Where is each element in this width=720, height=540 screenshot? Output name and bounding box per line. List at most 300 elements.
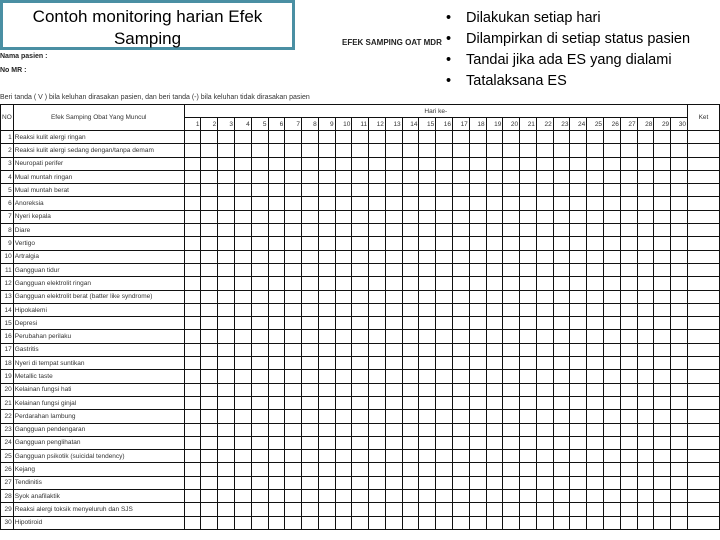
day-cell[interactable] [402,277,419,290]
ket-cell[interactable] [687,357,719,370]
day-cell[interactable] [318,370,335,383]
day-cell[interactable] [671,423,688,436]
day-cell[interactable] [218,250,235,263]
day-cell[interactable] [369,476,386,489]
day-cell[interactable] [604,490,621,503]
day-cell[interactable] [402,170,419,183]
day-cell[interactable] [671,436,688,449]
ket-cell[interactable] [687,516,719,529]
day-cell[interactable] [453,410,470,423]
day-cell[interactable] [184,476,201,489]
day-cell[interactable] [436,436,453,449]
day-cell[interactable] [402,330,419,343]
day-cell[interactable] [385,370,402,383]
day-cell[interactable] [251,224,268,237]
day-cell[interactable] [604,210,621,223]
day-cell[interactable] [587,343,604,356]
day-cell[interactable] [285,516,302,529]
day-cell[interactable] [352,370,369,383]
day-cell[interactable] [469,490,486,503]
day-cell[interactable] [469,396,486,409]
day-cell[interactable] [637,396,654,409]
day-cell[interactable] [654,490,671,503]
day-cell[interactable] [184,317,201,330]
day-cell[interactable] [436,343,453,356]
day-cell[interactable] [234,476,251,489]
day-cell[interactable] [520,436,537,449]
day-cell[interactable] [268,210,285,223]
day-cell[interactable] [503,516,520,529]
day-cell[interactable] [302,370,319,383]
day-cell[interactable] [318,303,335,316]
day-cell[interactable] [352,184,369,197]
day-cell[interactable] [654,197,671,210]
day-cell[interactable] [536,343,553,356]
ket-cell[interactable] [687,170,719,183]
day-cell[interactable] [369,317,386,330]
day-cell[interactable] [503,317,520,330]
day-cell[interactable] [503,396,520,409]
day-cell[interactable] [469,476,486,489]
day-cell[interactable] [402,144,419,157]
day-cell[interactable] [620,224,637,237]
day-cell[interactable] [536,503,553,516]
day-cell[interactable] [587,396,604,409]
day-cell[interactable] [503,410,520,423]
day-cell[interactable] [318,423,335,436]
day-cell[interactable] [268,516,285,529]
day-cell[interactable] [201,330,218,343]
day-cell[interactable] [419,396,436,409]
day-cell[interactable] [268,436,285,449]
day-cell[interactable] [268,476,285,489]
day-cell[interactable] [234,423,251,436]
day-cell[interactable] [385,157,402,170]
ket-cell[interactable] [687,224,719,237]
day-cell[interactable] [503,383,520,396]
day-cell[interactable] [201,210,218,223]
day-cell[interactable] [268,277,285,290]
ket-cell[interactable] [687,303,719,316]
day-cell[interactable] [218,357,235,370]
day-cell[interactable] [352,357,369,370]
day-cell[interactable] [436,250,453,263]
day-cell[interactable] [637,224,654,237]
day-cell[interactable] [201,250,218,263]
day-cell[interactable] [402,383,419,396]
day-cell[interactable] [402,250,419,263]
day-cell[interactable] [335,277,352,290]
day-cell[interactable] [251,476,268,489]
day-cell[interactable] [318,131,335,144]
day-cell[interactable] [234,224,251,237]
day-cell[interactable] [553,343,570,356]
day-cell[interactable] [268,330,285,343]
day-cell[interactable] [234,450,251,463]
day-cell[interactable] [369,131,386,144]
day-cell[interactable] [654,383,671,396]
day-cell[interactable] [620,463,637,476]
day-cell[interactable] [486,516,503,529]
day-cell[interactable] [234,170,251,183]
day-cell[interactable] [469,197,486,210]
day-cell[interactable] [536,277,553,290]
day-cell[interactable] [469,224,486,237]
day-cell[interactable] [604,303,621,316]
day-cell[interactable] [318,463,335,476]
day-cell[interactable] [419,317,436,330]
day-cell[interactable] [604,330,621,343]
day-cell[interactable] [436,197,453,210]
day-cell[interactable] [654,157,671,170]
day-cell[interactable] [285,383,302,396]
day-cell[interactable] [352,343,369,356]
day-cell[interactable] [369,370,386,383]
day-cell[interactable] [251,290,268,303]
day-cell[interactable] [654,396,671,409]
day-cell[interactable] [453,396,470,409]
day-cell[interactable] [553,490,570,503]
day-cell[interactable] [218,144,235,157]
day-cell[interactable] [335,423,352,436]
day-cell[interactable] [553,277,570,290]
day-cell[interactable] [486,290,503,303]
day-cell[interactable] [469,303,486,316]
day-cell[interactable] [671,224,688,237]
day-cell[interactable] [453,224,470,237]
day-cell[interactable] [318,210,335,223]
day-cell[interactable] [234,490,251,503]
day-cell[interactable] [184,131,201,144]
day-cell[interactable] [604,423,621,436]
day-cell[interactable] [302,250,319,263]
day-cell[interactable] [604,250,621,263]
day-cell[interactable] [352,490,369,503]
day-cell[interactable] [234,357,251,370]
day-cell[interactable] [285,423,302,436]
day-cell[interactable] [251,503,268,516]
day-cell[interactable] [587,303,604,316]
day-cell[interactable] [536,157,553,170]
day-cell[interactable] [604,383,621,396]
day-cell[interactable] [620,503,637,516]
day-cell[interactable] [201,224,218,237]
day-cell[interactable] [419,423,436,436]
day-cell[interactable] [553,263,570,276]
day-cell[interactable] [453,263,470,276]
day-cell[interactable] [201,197,218,210]
day-cell[interactable] [302,476,319,489]
day-cell[interactable] [419,263,436,276]
day-cell[interactable] [637,237,654,250]
day-cell[interactable] [587,357,604,370]
day-cell[interactable] [520,184,537,197]
day-cell[interactable] [402,210,419,223]
day-cell[interactable] [469,370,486,383]
day-cell[interactable] [335,131,352,144]
day-cell[interactable] [671,157,688,170]
day-cell[interactable] [251,210,268,223]
day-cell[interactable] [268,144,285,157]
day-cell[interactable] [352,197,369,210]
day-cell[interactable] [570,144,587,157]
day-cell[interactable] [520,250,537,263]
day-cell[interactable] [620,343,637,356]
day-cell[interactable] [436,423,453,436]
day-cell[interactable] [671,170,688,183]
day-cell[interactable] [587,503,604,516]
day-cell[interactable] [369,290,386,303]
day-cell[interactable] [218,503,235,516]
day-cell[interactable] [402,157,419,170]
day-cell[interactable] [486,157,503,170]
day-cell[interactable] [671,357,688,370]
day-cell[interactable] [553,516,570,529]
day-cell[interactable] [469,357,486,370]
day-cell[interactable] [369,224,386,237]
day-cell[interactable] [637,490,654,503]
day-cell[interactable] [184,237,201,250]
day-cell[interactable] [302,490,319,503]
day-cell[interactable] [570,330,587,343]
ket-cell[interactable] [687,410,719,423]
day-cell[interactable] [302,396,319,409]
day-cell[interactable] [587,476,604,489]
day-cell[interactable] [352,450,369,463]
day-cell[interactable] [402,184,419,197]
ket-cell[interactable] [687,343,719,356]
day-cell[interactable] [637,450,654,463]
day-cell[interactable] [570,250,587,263]
day-cell[interactable] [620,144,637,157]
day-cell[interactable] [654,410,671,423]
day-cell[interactable] [654,210,671,223]
day-cell[interactable] [620,410,637,423]
day-cell[interactable] [385,197,402,210]
day-cell[interactable] [302,157,319,170]
day-cell[interactable] [620,250,637,263]
day-cell[interactable] [234,317,251,330]
day-cell[interactable] [251,516,268,529]
day-cell[interactable] [469,263,486,276]
day-cell[interactable] [318,184,335,197]
day-cell[interactable] [486,144,503,157]
day-cell[interactable] [620,490,637,503]
day-cell[interactable] [436,184,453,197]
day-cell[interactable] [436,303,453,316]
day-cell[interactable] [553,396,570,409]
day-cell[interactable] [352,131,369,144]
day-cell[interactable] [637,516,654,529]
day-cell[interactable] [469,290,486,303]
day-cell[interactable] [369,170,386,183]
day-cell[interactable] [201,476,218,489]
day-cell[interactable] [335,516,352,529]
day-cell[interactable] [453,503,470,516]
day-cell[interactable] [285,303,302,316]
day-cell[interactable] [268,197,285,210]
day-cell[interactable] [318,343,335,356]
day-cell[interactable] [251,396,268,409]
ket-cell[interactable] [687,210,719,223]
day-cell[interactable] [201,144,218,157]
day-cell[interactable] [184,343,201,356]
day-cell[interactable] [486,343,503,356]
day-cell[interactable] [218,343,235,356]
day-cell[interactable] [318,396,335,409]
day-cell[interactable] [201,290,218,303]
day-cell[interactable] [654,290,671,303]
day-cell[interactable] [184,396,201,409]
day-cell[interactable] [402,410,419,423]
day-cell[interactable] [251,263,268,276]
day-cell[interactable] [503,463,520,476]
day-cell[interactable] [436,410,453,423]
day-cell[interactable] [385,277,402,290]
day-cell[interactable] [436,224,453,237]
day-cell[interactable] [503,490,520,503]
day-cell[interactable] [671,144,688,157]
day-cell[interactable] [436,357,453,370]
day-cell[interactable] [587,436,604,449]
day-cell[interactable] [436,330,453,343]
day-cell[interactable] [637,476,654,489]
day-cell[interactable] [285,224,302,237]
day-cell[interactable] [654,263,671,276]
day-cell[interactable] [671,210,688,223]
day-cell[interactable] [520,383,537,396]
day-cell[interactable] [520,263,537,276]
day-cell[interactable] [553,450,570,463]
day-cell[interactable] [318,290,335,303]
day-cell[interactable] [218,463,235,476]
day-cell[interactable] [419,131,436,144]
day-cell[interactable] [302,210,319,223]
day-cell[interactable] [251,357,268,370]
day-cell[interactable] [587,290,604,303]
day-cell[interactable] [184,157,201,170]
day-cell[interactable] [285,357,302,370]
day-cell[interactable] [234,516,251,529]
day-cell[interactable] [335,197,352,210]
day-cell[interactable] [604,516,621,529]
day-cell[interactable] [352,383,369,396]
day-cell[interactable] [352,277,369,290]
day-cell[interactable] [469,450,486,463]
day-cell[interactable] [570,210,587,223]
day-cell[interactable] [184,370,201,383]
day-cell[interactable] [486,383,503,396]
day-cell[interactable] [436,450,453,463]
ket-cell[interactable] [687,490,719,503]
day-cell[interactable] [553,157,570,170]
day-cell[interactable] [268,290,285,303]
day-cell[interactable] [318,197,335,210]
day-cell[interactable] [453,184,470,197]
day-cell[interactable] [335,330,352,343]
day-cell[interactable] [201,423,218,436]
day-cell[interactable] [419,503,436,516]
day-cell[interactable] [536,463,553,476]
day-cell[interactable] [436,290,453,303]
day-cell[interactable] [587,516,604,529]
day-cell[interactable] [486,303,503,316]
day-cell[interactable] [637,197,654,210]
day-cell[interactable] [453,197,470,210]
day-cell[interactable] [318,157,335,170]
day-cell[interactable] [453,343,470,356]
day-cell[interactable] [318,250,335,263]
day-cell[interactable] [352,210,369,223]
day-cell[interactable] [654,357,671,370]
day-cell[interactable] [218,317,235,330]
day-cell[interactable] [436,490,453,503]
ket-cell[interactable] [687,157,719,170]
day-cell[interactable] [503,476,520,489]
day-cell[interactable] [453,436,470,449]
day-cell[interactable] [218,210,235,223]
day-cell[interactable] [234,396,251,409]
day-cell[interactable] [671,290,688,303]
day-cell[interactable] [604,476,621,489]
day-cell[interactable] [184,184,201,197]
day-cell[interactable] [570,343,587,356]
day-cell[interactable] [570,490,587,503]
day-cell[interactable] [369,277,386,290]
day-cell[interactable] [201,410,218,423]
day-cell[interactable] [637,250,654,263]
day-cell[interactable] [604,263,621,276]
day-cell[interactable] [268,250,285,263]
day-cell[interactable] [352,330,369,343]
day-cell[interactable] [419,184,436,197]
day-cell[interactable] [620,436,637,449]
day-cell[interactable] [234,157,251,170]
day-cell[interactable] [385,423,402,436]
day-cell[interactable] [503,237,520,250]
day-cell[interactable] [251,197,268,210]
day-cell[interactable] [218,131,235,144]
day-cell[interactable] [352,516,369,529]
day-cell[interactable] [335,290,352,303]
day-cell[interactable] [251,436,268,449]
day-cell[interactable] [637,131,654,144]
day-cell[interactable] [369,184,386,197]
day-cell[interactable] [234,237,251,250]
day-cell[interactable] [318,410,335,423]
day-cell[interactable] [570,396,587,409]
day-cell[interactable] [318,503,335,516]
day-cell[interactable] [553,131,570,144]
day-cell[interactable] [620,476,637,489]
ket-cell[interactable] [687,197,719,210]
day-cell[interactable] [218,157,235,170]
day-cell[interactable] [335,503,352,516]
day-cell[interactable] [184,210,201,223]
day-cell[interactable] [251,370,268,383]
day-cell[interactable] [201,343,218,356]
day-cell[interactable] [184,516,201,529]
day-cell[interactable] [184,383,201,396]
day-cell[interactable] [419,343,436,356]
day-cell[interactable] [352,263,369,276]
day-cell[interactable] [285,490,302,503]
day-cell[interactable] [503,184,520,197]
day-cell[interactable] [201,357,218,370]
ket-cell[interactable] [687,463,719,476]
day-cell[interactable] [369,250,386,263]
day-cell[interactable] [486,197,503,210]
